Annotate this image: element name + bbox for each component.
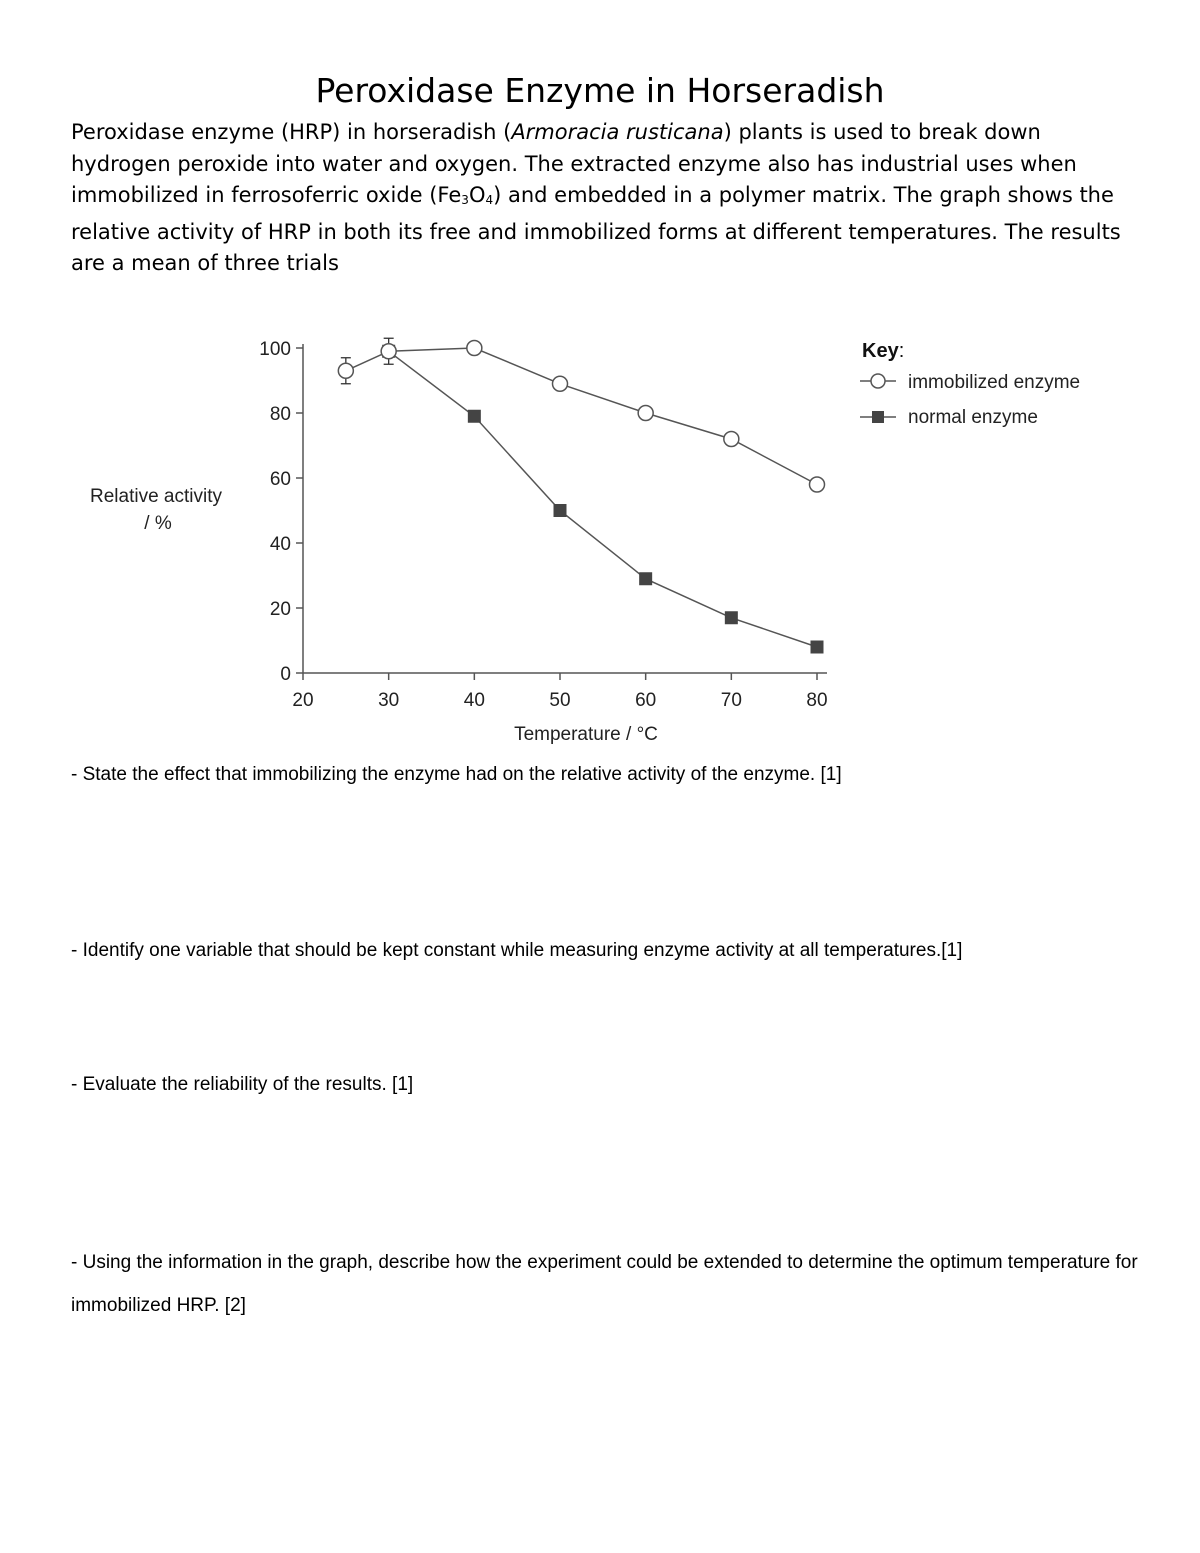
data-point-normal	[725, 611, 738, 624]
y-tick-label: 60	[269, 469, 291, 490]
svg-text:Key:	[862, 340, 904, 362]
chart-legend	[860, 340, 1080, 428]
x-tick-label: 30	[378, 690, 400, 711]
chart-axes	[259, 339, 827, 711]
subscript-4: 4	[485, 193, 494, 207]
data-point-immobilized	[467, 341, 482, 356]
legend-label-normal: normal enzyme	[908, 407, 1038, 428]
page-title: Peroxidase Enzyme in Horseradish	[315, 71, 885, 110]
data-point-immobilized	[553, 376, 568, 391]
intro-text-3: O	[468, 183, 486, 207]
activity-chart	[60, 320, 1140, 750]
subscript-3: 3	[461, 193, 469, 207]
series-line-immobilized-enzyme	[346, 348, 817, 485]
intro-text-1: Peroxidase enzyme (HRP) in horseradish (	[71, 120, 512, 144]
series-line-normal-enzyme	[389, 351, 817, 647]
data-point-normal	[554, 504, 567, 517]
data-point-immobilized	[724, 432, 739, 447]
question-4: - Using the information in the graph, describe how the experiment could be extended to determine the optimum temperature for immobilized HRP. [2]	[71, 1252, 1138, 1316]
x-tick-label: 20	[292, 690, 314, 711]
y-axis-label-line1: Relative activity	[90, 486, 222, 507]
intro-text-4: ) and embedded in a polymer matrix. The graph shows the relative activity of HRP in both its free and immobilized forms at different temperatures. The results are a mean of three trials	[71, 183, 1121, 275]
legend-label-immobilized: immobilized enzyme	[908, 372, 1081, 393]
intro-text-2: ) plants is used to break down hydrogen peroxide into water and oxygen. The extracted enzyme also has industrial uses when immobilized in ferrosoferric oxide (Fe	[71, 120, 1077, 207]
legend-square-icon	[872, 411, 884, 423]
x-axis-label: Temperature / °C	[514, 724, 658, 745]
question-1: - State the effect that immobilizing the enzyme had on the relative activity of the enzyme. [1]	[71, 764, 842, 785]
data-point-normal	[811, 641, 824, 654]
data-point-normal	[639, 572, 652, 585]
y-tick-label: 40	[269, 534, 291, 555]
data-point-immobilized	[338, 363, 353, 378]
question-3: - Evaluate the reliability of the results. [1]	[71, 1074, 414, 1095]
data-point-normal	[468, 410, 481, 423]
x-tick-label: 40	[463, 690, 485, 711]
x-tick-label: 50	[549, 690, 571, 711]
x-tick-label: 80	[806, 690, 828, 711]
y-tick-label: 80	[269, 404, 291, 425]
legend-title: Key	[862, 340, 899, 362]
y-tick-label: 20	[269, 599, 291, 620]
species-name: Armoracia rusticana	[511, 120, 724, 144]
y-axis-label-line2: / %	[144, 513, 172, 534]
y-tick-label: 0	[280, 664, 291, 685]
chart-series	[338, 338, 824, 653]
data-point-immobilized	[381, 344, 396, 359]
intro-paragraph	[71, 117, 1141, 280]
question-2: - Identify one variable that should be kept constant while measuring enzyme activity at all temperatures.[1]	[71, 940, 963, 961]
x-tick-label: 70	[720, 690, 742, 711]
y-tick-label: 100	[259, 339, 291, 360]
legend-colon: :	[898, 340, 905, 362]
x-tick-label: 60	[635, 690, 657, 711]
legend-circle-icon	[871, 374, 885, 388]
data-point-immobilized	[810, 477, 825, 492]
data-point-immobilized	[638, 406, 653, 421]
